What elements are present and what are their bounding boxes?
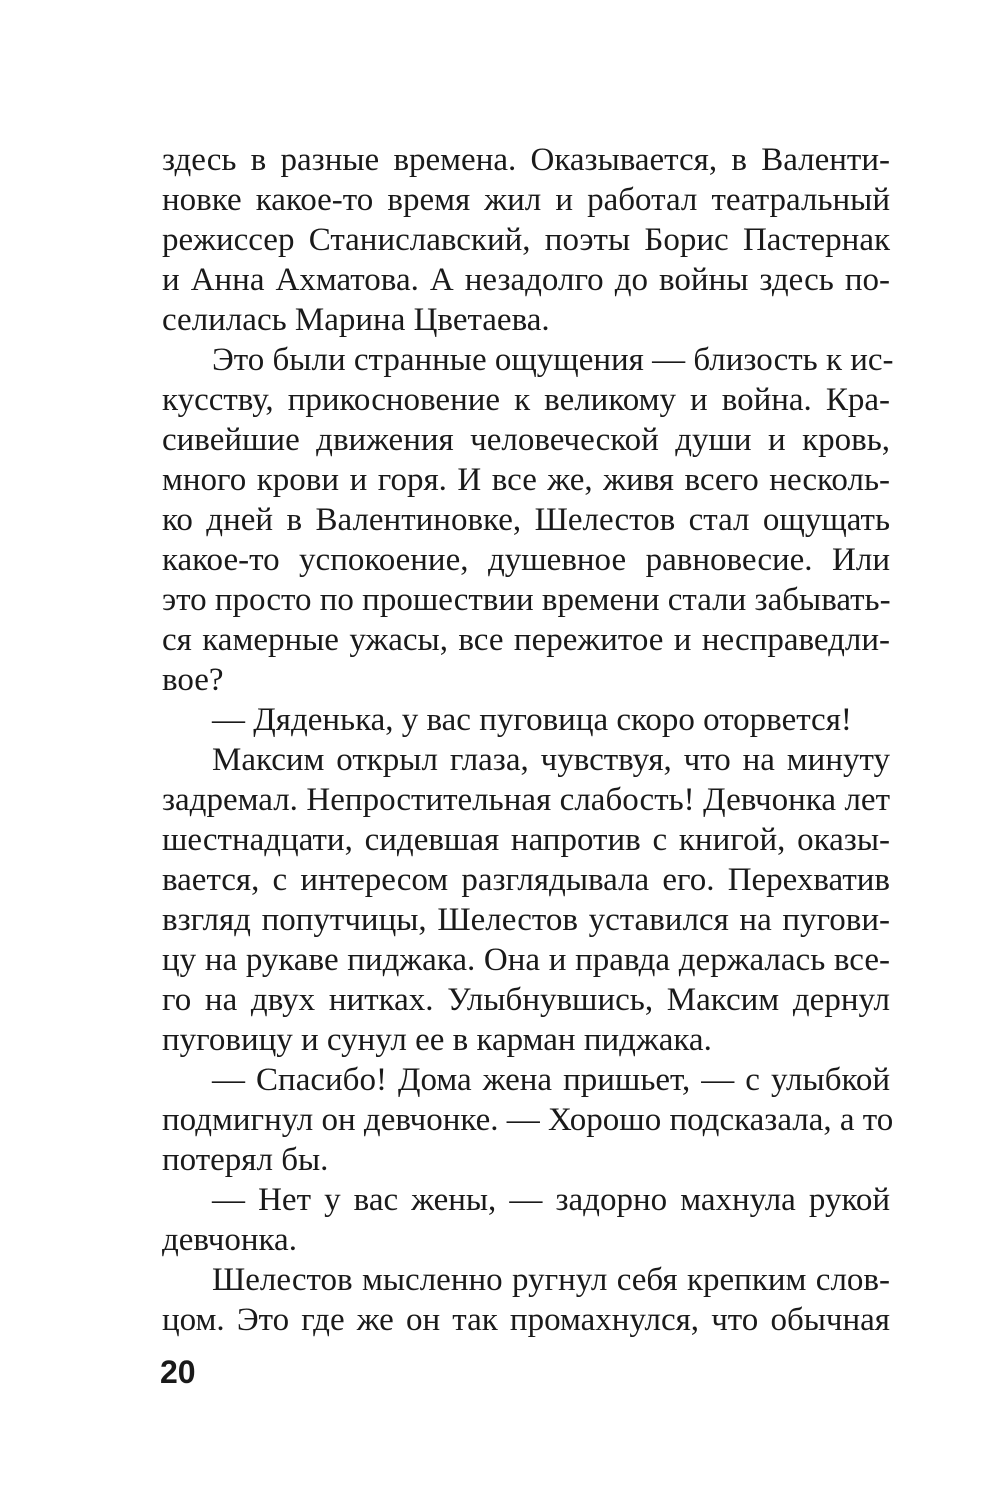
text-line: много крови и горя. И все же, живя всего несколь- [162, 462, 890, 498]
text-line: взгляд попутчицы, Шелестов уставился на пугови- [162, 902, 890, 938]
text-line: цу на рукаве пиджака. Она и правда держалась все- [162, 942, 890, 978]
text-line: новке какое-то время жил и работал театральный [162, 182, 890, 218]
text-line: Шелестов мысленно ругнул себя крепким слов- [212, 1262, 890, 1298]
text-line: кусству, прикосновение к великому и война. Кра- [162, 382, 890, 418]
text-line: ся камерные ужасы, все пережитое и несправедли- [162, 622, 890, 658]
text-line: подмигнул он девчонке. — Хорошо подсказала, а то [162, 1102, 894, 1138]
page-number: 20 [160, 1354, 196, 1390]
text-line: Это были странные ощущения — близость к ис- [212, 342, 894, 378]
text-line: режиссер Станиславский, поэты Борис Пастернак [162, 222, 890, 258]
text-line: вается, с интересом разглядывала его. Перехватив [162, 862, 890, 898]
text-line: задремал. Непростительная слабость! Девчонка лет [162, 782, 890, 818]
text-line: го на двух нитках. Улыбнувшись, Максим дернул [162, 982, 890, 1018]
text-line: Максим открыл глаза, чувствуя, что на минуту [212, 742, 890, 778]
text-line: здесь в разные времена. Оказывается, в Валенти- [162, 142, 890, 178]
text-line: — Нет у вас жены, — задорно махнула рукой [212, 1182, 890, 1218]
text-line: и Анна Ахматова. А незадолго до войны здесь по- [162, 262, 890, 298]
text-line: это просто по прошествии времени стали забывать- [162, 582, 891, 618]
text-line: какое-то успокоение, душевное равновесие. Или [162, 542, 890, 578]
text-line: — Дяденька, у вас пуговица скоро оторвется! [212, 702, 852, 738]
text-line: ко дней в Валентиновке, Шелестов стал ощущать [162, 502, 890, 538]
text-line: девчонка. [162, 1222, 297, 1258]
text-line: сивейшие движения человеческой души и кровь, [162, 422, 890, 458]
text-line: пуговицу и сунул ее в карман пиджака. [162, 1022, 712, 1058]
text-line: цом. Это где же он так промахнулся, что обычная [162, 1302, 890, 1338]
text-line: вое? [162, 662, 224, 698]
text-line: селилась Марина Цветаева. [162, 302, 550, 338]
text-line: шестнадцати, сидевшая напротив с книгой, оказы- [162, 822, 890, 858]
text-line: — Спасибо! Дома жена пришьет, — с улыбкой [212, 1062, 890, 1098]
text-line: потерял бы. [162, 1142, 329, 1178]
